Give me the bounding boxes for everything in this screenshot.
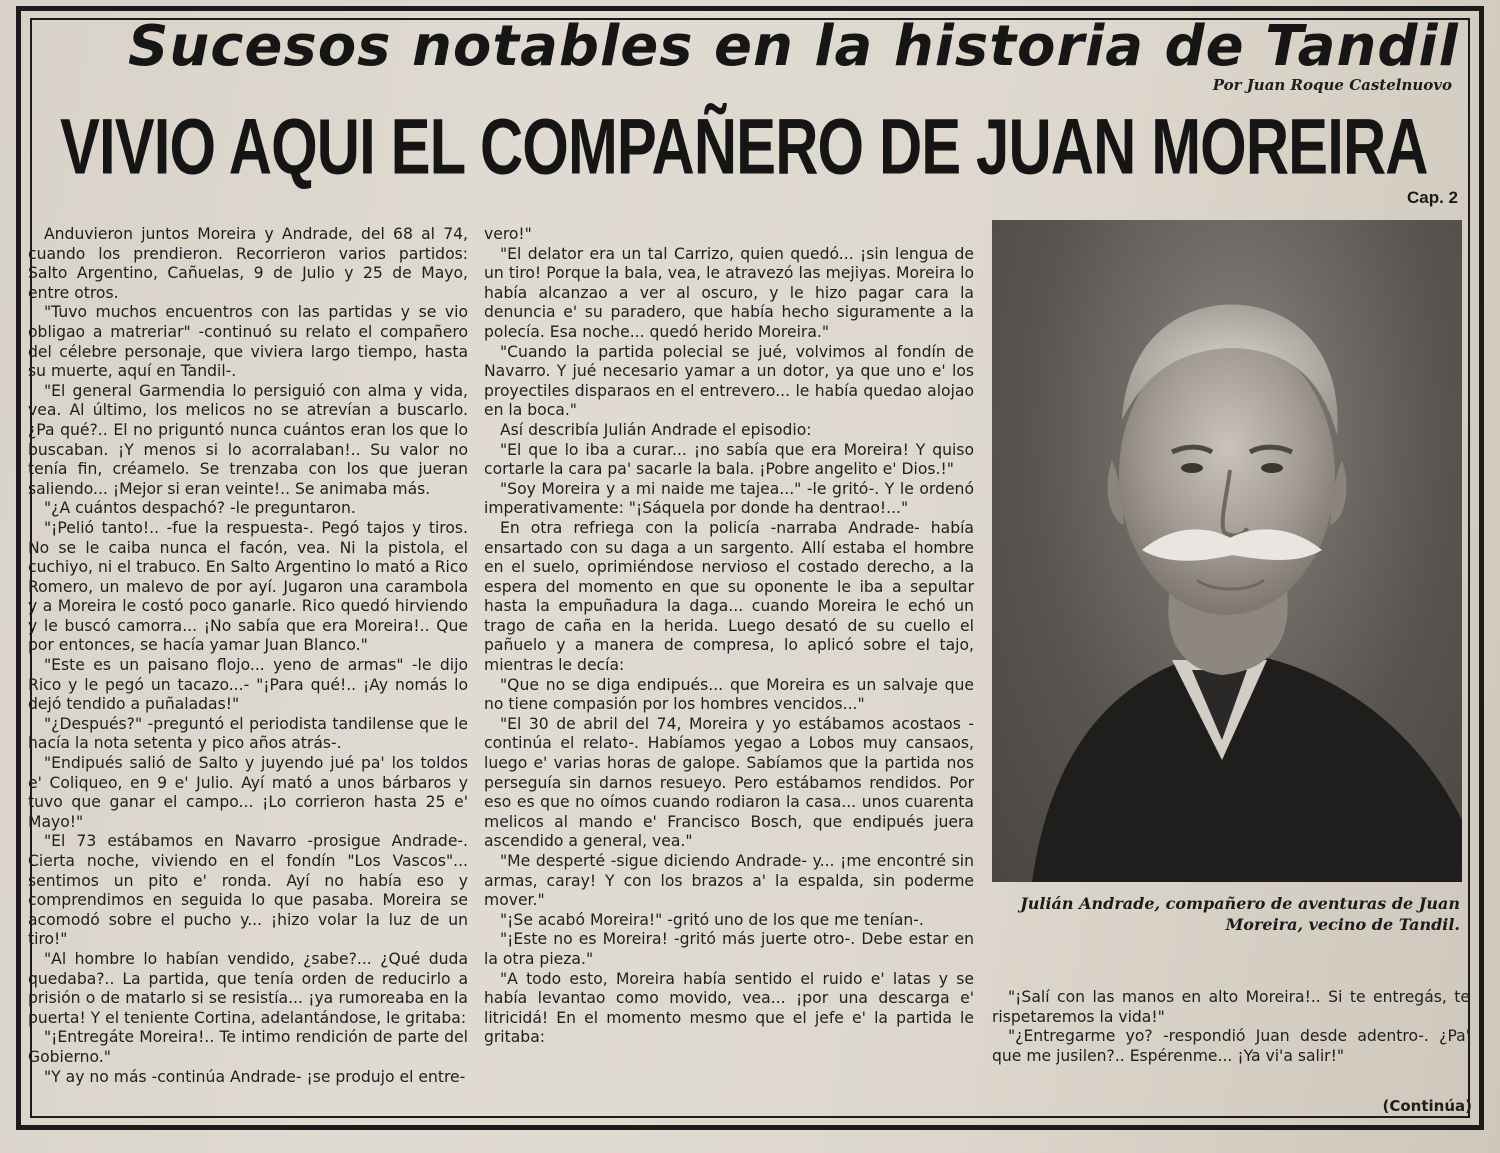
series-title: Sucesos notables en la historia de Tandil <box>128 14 1459 79</box>
paragraph: "Cuando la partida polecial se jué, volvimos al fondín de Navarro. Y jué necesario yamar a un dotor, ya que uno e' los proyectiles disparaos en el entrevero... le había quedao alojao en la boca." <box>484 342 974 420</box>
headline: VIVIO AQUI EL COMPAÑERO DE JUAN MOREIRA <box>60 102 1428 191</box>
paragraph: Anduvieron juntos Moreira y Andrade, del 68 al 74, cuando los prendieron. Recorrieron varios partidos: Salto Argentino, Cañuelas, 9 de Julio y 25 de Mayo, entre otros. <box>28 225 468 302</box>
article-column-2 <box>484 225 974 1048</box>
continued-label: (Continúa) <box>1382 1097 1472 1115</box>
portrait-photo <box>992 220 1462 882</box>
paragraph: "El que lo iba a curar... ¡no sabía que era Moreira! Y quiso cortarle la cara pa' sacarle la bala. ¡Pobre angelito e' Dios.!" <box>484 440 974 479</box>
paragraph: "¿Entregarme yo? -respondió Juan desde adentro-. ¿Pa' que me jusilen?.. Espérenme... ¡Ya vi'a salir!" <box>992 1027 1470 1065</box>
paragraph: "Soy Moreira y a mi naide me tajea..." -le gritó-. Y le ordenó imperativamente: "¡Sáquela por donde ha dentrao!..." <box>484 479 974 518</box>
paragraph: En otra refriega con la policía -narraba Andrade- había ensartado con su daga a un sargento. Allí estaba el hombre en el suelo, oprimiéndose nervioso el costado derecho, a la espera del momento en que su oponente le iba a sepultar hasta la empuñadura la daga... cuando Moreira le echó un trago de caña en la herida. Luego desató de su cuello el pañuelo y a manera de compresa, lo aplicó sobre el tajo, mientras le decía: <box>484 518 974 675</box>
byline: Por Juan Roque Castelnuovo <box>1212 76 1452 94</box>
paragraph: "¡Este no es Moreira! -gritó más juerte otro-. Debe estar en la otra pieza." <box>484 930 974 968</box>
paragraph: "¡Pelió tanto!.. -fue la respuesta-. Pegó tajos y tiros. No se le caiba nunca el facón, vea. Ni la pistola, el cuchiyo, ni el trabuco. En Salto Argentino lo mató a Rico Romero, un malevo de por ayí. Jugaron una carambola y a Moreira le costó poco ganarle. Rico quedó hirviendo y le buscó camorra... ¡No sabía que era Moreira!.. Que por entonces, se hacía yamar Juan Blanco." <box>28 518 468 655</box>
paragraph: "¡Se acabó Moreira!" -gritó uno de los que me tenían-. <box>500 910 924 929</box>
paragraph: "¿A cuántos despachó? -le preguntaron. <box>44 499 356 518</box>
paragraph: vero!" <box>484 225 532 243</box>
photo-caption: Julián Andrade, compañero de aventuras de Juan Moreira, vecino de Tandil. <box>1020 894 1460 934</box>
paragraph: "A todo esto, Moreira había sentido el ruido e' latas y se había levantao como movido, vea... ¡por una descarga e' litricidá! En el momento mesmo que el jefe e' la partida le gritaba: <box>484 969 974 1047</box>
paragraph: "Me desperté -sigue diciendo Andrade- y... ¡me encontré sin armas, caray! Y con los brazos a' la espalda, sin poderme mover." <box>484 852 974 910</box>
paragraph: "¡Salí con las manos en alto Moreira!.. Si te entregás, te rispetaremos la vida!" <box>992 988 1470 1026</box>
portrait-illustration <box>992 220 1462 882</box>
paragraph: "Tuvo muchos encuentros con las partidas y se vio obligao a matreriar" -continuó su relato el compañero del célebre personaje, que viviera largo tiempo, hasta su muerte, aquí en Tandil-. <box>28 303 468 381</box>
paragraph: "Que no se diga endipués... que Moreira es un salvaje que no tiene compasión por los hombres vencidos..." <box>484 675 974 714</box>
paragraph: Así describía Julián Andrade el episodio: <box>500 420 812 439</box>
paragraph: "El delator era un tal Carrizo, quien quedó... ¡sin lengua de un tiro! Porque la bala, vea, le atravezó las mejiyas. Moreira lo había alcanzao a ver al oscuro, y le hizo pagar cara la denuncia e' su paradero, que había hecho siguramente a la polecía. Esa noche... quedó herido Moreira." <box>484 244 974 341</box>
paragraph: "Y ay no más -continúa Andrade- ¡se produjo el entre- <box>44 1067 466 1086</box>
paragraph: "El general Garmendia lo persiguió con alma y vida, vea. Al último, los melicos no se atrevían a buscarlo. ¿Pa qué?.. El no priguntó nunca cuántos eran los que lo buscaban. ¡Y menos si lo acorralaban!.. Su valor no tenía fin, créamelo. Se trenzaba con los que jueran saliendo... ¡Mejor si eran veinte!.. Se animaba más. <box>28 381 468 498</box>
article-column-3 <box>992 988 1470 1066</box>
paragraph: "Endipués salió de Salto y juyendo jué pa' los toldos e' Coliqueo, en 9 e' Julio. Ayí mató a unos bárbaros y tuvo que ganar el campo... ¡Lo corrieron hasta 25 e' Mayo!" <box>28 754 468 831</box>
paragraph: "El 30 de abril del 74, Moreira y yo estábamos acostaos -continúa el relato-. Habíamos yegao a Lobos muy cansaos, luego e' varias horas de galope. Sabíamos que la partida nos perseguía sin darnos resueyo. Pero estábamos rendidos. Por eso es que no oímos cuando rodiaron la casa... unos cuarenta melicos al mando e' Francisco Bosch, que endipués juera ascendido a general, vea." <box>484 714 974 851</box>
chapter-label: Cap. 2 <box>1406 188 1458 207</box>
paragraph: "Este es un paisano flojo... yeno de armas" -le dijo Rico y le pegó un tacazo...- "¡Para qué!.. ¡Ay nomás lo dejó tendido a puñaladas!" <box>28 656 468 714</box>
article-column-1 <box>28 225 468 1087</box>
paragraph: "Al hombre lo habían vendido, ¿sabe?... ¿Qué duda quedaba?.. La partida, que tenía orden de reducirlo a prisión o de matarlo si se resistía... ¡ya rumoreaba en la puerta! Y el teniente Cortina, adelantándose, le gritaba: <box>28 949 468 1027</box>
paragraph: "El 73 estábamos en Navarro -prosigue Andrade-. Cierta noche, viviendo en el fondín "Los Vascos"... sentimos un pito e' ronda. Ayí no había eso y comprendimos en seguida lo que pasaba. Moreira se acomodó sobre el pucho y... ¡hizo volar la luz de un tiro!" <box>28 832 468 949</box>
paragraph: "¡Entregáte Moreira!.. Te intimo rendición de parte del Gobierno." <box>28 1028 468 1066</box>
paragraph: "¿Después?" -preguntó el periodista tandilense que le hacía la nota setenta y pico años atrás-. <box>28 714 468 753</box>
